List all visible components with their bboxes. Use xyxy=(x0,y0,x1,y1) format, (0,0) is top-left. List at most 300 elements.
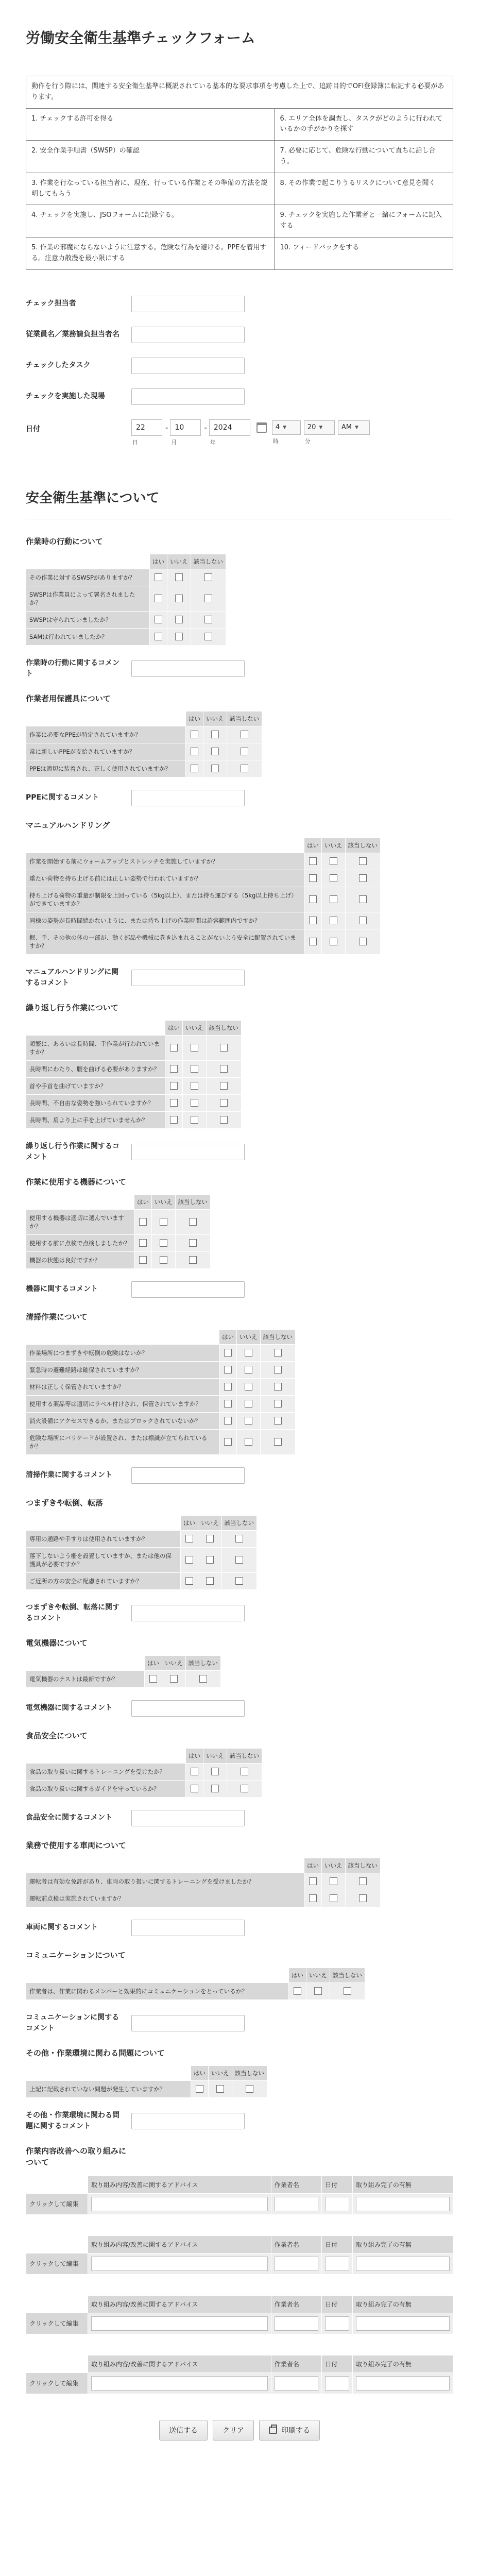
comment-input[interactable] xyxy=(131,790,245,806)
answer-cell xyxy=(152,1209,176,1234)
checkbox-na[interactable] xyxy=(359,1894,367,1902)
checkbox-no[interactable] xyxy=(206,1556,214,1564)
checkbox-yes[interactable] xyxy=(185,1556,193,1564)
matrix-corner xyxy=(26,1020,165,1035)
comment-input[interactable] xyxy=(131,1700,245,1717)
comment-input[interactable] xyxy=(131,1810,245,1826)
improvement-input[interactable] xyxy=(275,2376,318,2391)
question-matrix xyxy=(26,1655,221,1688)
answer-cell xyxy=(145,1670,162,1687)
comment-label: マニュアルハンドリングに関するコメント xyxy=(26,968,119,987)
table-row xyxy=(26,1547,257,1572)
comment-row xyxy=(26,967,453,989)
checkbox-no[interactable] xyxy=(245,1438,252,1446)
column-header: いいえ xyxy=(209,2065,232,2080)
comment-row xyxy=(26,1700,453,1717)
improvement-column-header: 作業者名 xyxy=(271,2295,321,2313)
improvement-input[interactable] xyxy=(91,2316,268,2331)
improvement-column-header: 取り組み内容/改善に関するアドバイス xyxy=(88,2355,271,2372)
answer-cell xyxy=(237,1412,261,1429)
answer-cell xyxy=(345,887,381,912)
answer-cell xyxy=(221,1530,257,1547)
checkbox-yes[interactable] xyxy=(309,1877,317,1885)
checkbox-yes[interactable] xyxy=(309,857,317,865)
improvement-input[interactable] xyxy=(91,2197,268,2211)
checkbox-yes[interactable] xyxy=(191,731,198,738)
table-row xyxy=(26,2080,267,2097)
improvement-table xyxy=(26,2235,453,2275)
improvement-input[interactable] xyxy=(325,2376,349,2391)
month-sublabel: 月 xyxy=(171,438,177,446)
checkbox-no[interactable] xyxy=(330,1877,337,1885)
table-row xyxy=(26,1378,296,1395)
improvement-input[interactable] xyxy=(356,2376,450,2391)
checkbox-na[interactable] xyxy=(235,1577,243,1585)
checkbox-na[interactable] xyxy=(359,938,367,945)
checkbox-no[interactable] xyxy=(175,595,183,602)
checkbox-na[interactable] xyxy=(220,1116,228,1124)
form-title: 労働安全衛生基準チェックフォーム xyxy=(26,29,255,46)
comment-input[interactable] xyxy=(131,1467,245,1484)
checkbox-yes[interactable] xyxy=(139,1256,147,1264)
chevron-down-icon: ▼ xyxy=(319,425,323,430)
table-row xyxy=(26,1530,257,1547)
answer-cell xyxy=(206,1094,242,1111)
comment-input[interactable] xyxy=(131,660,245,677)
location-row xyxy=(26,388,453,405)
comment-input[interactable] xyxy=(131,1920,245,1936)
checkbox-no[interactable] xyxy=(175,573,183,581)
employee-label: 従業員名／業務請負担当者名 xyxy=(26,330,119,339)
improvement-input[interactable] xyxy=(275,2316,318,2331)
checkbox-yes[interactable] xyxy=(170,1099,178,1107)
calendar-icon[interactable] xyxy=(256,422,267,433)
checkbox-yes[interactable] xyxy=(309,874,317,882)
checker-input[interactable] xyxy=(131,296,245,312)
checkbox-na[interactable] xyxy=(204,595,212,602)
comment-input[interactable] xyxy=(131,1144,245,1160)
checkbox-yes[interactable] xyxy=(139,1218,147,1226)
checkbox-na[interactable] xyxy=(241,748,248,755)
section-heading: マニュアルハンドリング xyxy=(26,820,110,830)
checkbox-na[interactable] xyxy=(246,2085,253,2093)
ampm-part xyxy=(338,419,370,435)
column-header: いいえ xyxy=(152,1194,176,1209)
checkbox-yes[interactable] xyxy=(309,895,317,903)
question-text: その作業に対するSWSPがありますか？ xyxy=(26,569,150,586)
month-part xyxy=(170,419,201,446)
checkbox-no[interactable] xyxy=(206,1577,214,1585)
checkbox-na[interactable] xyxy=(241,765,248,772)
checkbox-na[interactable] xyxy=(359,1877,367,1885)
answer-cell xyxy=(345,1873,381,1890)
matrix-corner xyxy=(26,1515,181,1530)
comment-label: 電気機器に関するコメント xyxy=(26,1704,112,1713)
step-2: 2. 安全作業手順書（SWSP）の確認 xyxy=(26,141,275,173)
checkbox-no[interactable] xyxy=(170,1675,178,1683)
matrix-corner xyxy=(26,1194,134,1209)
answer-cell xyxy=(219,1361,237,1378)
location-input[interactable] xyxy=(131,388,245,405)
checkbox-yes[interactable] xyxy=(196,2085,203,2093)
checkbox-yes[interactable] xyxy=(185,1577,193,1585)
minute-sublabel: 分 xyxy=(304,437,311,445)
improvement-column-header: 日付 xyxy=(322,2176,353,2193)
improvement-input[interactable] xyxy=(356,2257,450,2271)
comment-row xyxy=(26,790,453,806)
table-row xyxy=(26,2372,453,2394)
print-button[interactable] xyxy=(259,2420,320,2441)
table-row xyxy=(26,1670,221,1687)
question-matrix xyxy=(26,1515,257,1590)
checkbox-na[interactable] xyxy=(235,1556,243,1564)
section-heading: 食品安全について xyxy=(26,1731,88,1740)
table-row xyxy=(26,760,262,777)
table-row xyxy=(26,1111,242,1128)
column-header: 該当しない xyxy=(345,838,381,853)
checkbox-no[interactable] xyxy=(191,1065,198,1073)
checkbox-na[interactable] xyxy=(241,731,248,738)
checkbox-na[interactable] xyxy=(274,1438,282,1446)
improvement-cell xyxy=(88,2313,271,2334)
minute-select[interactable] xyxy=(304,420,335,435)
checkbox-na[interactable] xyxy=(359,917,367,924)
year-input[interactable]: 2024 xyxy=(209,419,250,436)
checkbox-yes[interactable] xyxy=(294,1987,301,1995)
question-text: 落下しないよう柵を設置していますか、または他の保護具が必要ですか？ xyxy=(26,1547,181,1572)
ampm-select[interactable] xyxy=(338,420,370,435)
checkbox-yes[interactable] xyxy=(191,1768,198,1775)
comment-label: 繰り返し行う作業に関するコメント xyxy=(26,1142,119,1161)
checkbox-no[interactable] xyxy=(175,616,183,623)
checkbox-no[interactable] xyxy=(206,1535,214,1543)
answer-cell xyxy=(134,1209,152,1234)
checkbox-yes[interactable] xyxy=(224,1366,232,1374)
improvement-cell xyxy=(322,2253,353,2274)
answer-cell xyxy=(150,611,167,628)
task-row xyxy=(26,358,453,374)
answer-cell xyxy=(191,586,226,611)
checkbox-na[interactable] xyxy=(204,616,212,623)
checkbox-na[interactable] xyxy=(241,1785,248,1792)
improvement-input[interactable] xyxy=(325,2257,349,2271)
comment-input[interactable] xyxy=(131,2015,245,2031)
checkbox-no[interactable] xyxy=(330,874,337,882)
answer-cell xyxy=(237,1395,261,1412)
answer-cell xyxy=(345,1890,381,1907)
checkbox-yes[interactable] xyxy=(185,1535,193,1543)
checkbox-yes[interactable] xyxy=(224,1400,232,1408)
checkbox-yes[interactable] xyxy=(155,573,162,581)
column-header: いいえ xyxy=(203,1748,227,1763)
improvement-cell xyxy=(322,2193,353,2214)
checkbox-no[interactable] xyxy=(160,1218,167,1226)
checkbox-na[interactable] xyxy=(274,1400,282,1408)
column-header: 該当しない xyxy=(227,1748,262,1763)
improvement-column-header: 日付 xyxy=(322,2355,353,2372)
checkbox-yes[interactable] xyxy=(155,616,162,623)
improvement-container xyxy=(26,2176,453,2394)
answer-cell xyxy=(322,929,346,954)
answer-cell xyxy=(167,628,191,645)
checkbox-na[interactable] xyxy=(189,1218,197,1226)
column-header: 該当しない xyxy=(227,711,262,726)
answer-cell xyxy=(219,1412,237,1429)
column-header: はい xyxy=(191,2065,209,2080)
checkbox-yes[interactable] xyxy=(224,1383,232,1391)
checkbox-no[interactable] xyxy=(314,1987,322,1995)
improvement-input[interactable] xyxy=(325,2197,349,2211)
question-text: 重たい荷物を持ち上げる前には正しい姿勢で行われていますか？ xyxy=(26,870,304,887)
answer-cell xyxy=(181,1530,198,1547)
checkbox-no[interactable] xyxy=(330,857,337,865)
checkbox-yes[interactable] xyxy=(191,1785,198,1792)
answer-cell xyxy=(209,2080,232,2097)
comment-input[interactable] xyxy=(131,1281,245,1298)
checkbox-na[interactable] xyxy=(220,1044,228,1052)
checkbox-no[interactable] xyxy=(211,731,219,738)
checkbox-no[interactable] xyxy=(245,1383,252,1391)
matrix-corner xyxy=(26,1748,186,1763)
answer-cell xyxy=(322,887,346,912)
checkbox-yes[interactable] xyxy=(224,1349,232,1357)
ampm-value: AM xyxy=(341,423,352,432)
improvement-cell xyxy=(88,2253,271,2274)
checkbox-yes[interactable] xyxy=(139,1239,147,1247)
checkbox-no[interactable] xyxy=(211,765,219,772)
checkbox-no[interactable] xyxy=(245,1366,252,1374)
section-heading: つまずきや転倒、転落 xyxy=(26,1498,104,1507)
button-row xyxy=(26,2420,453,2441)
answer-cell xyxy=(150,569,167,586)
comment-input[interactable] xyxy=(131,1605,245,1621)
answer-cell xyxy=(237,1361,261,1378)
table-row xyxy=(26,586,226,611)
question-text: 食品の取り扱いに関するトレーニングを受けたか？ xyxy=(26,1763,186,1780)
answer-cell xyxy=(260,1412,296,1429)
improvement-corner xyxy=(26,2176,88,2193)
answer-cell xyxy=(221,1572,257,1589)
matrix-corner xyxy=(26,838,304,853)
submit-button[interactable] xyxy=(159,2420,208,2441)
improvement-input[interactable] xyxy=(356,2197,450,2211)
hour-value: 4 xyxy=(275,423,280,432)
section-heading: 繰り返し行う作業について xyxy=(26,1003,118,1012)
comment-label: 作業時の行動に関するコメント xyxy=(26,658,119,678)
answer-cell xyxy=(165,1111,183,1128)
column-header: 該当しない xyxy=(206,1020,242,1035)
checkbox-na[interactable] xyxy=(220,1099,228,1107)
table-row xyxy=(26,2313,453,2334)
checkbox-yes[interactable] xyxy=(224,1417,232,1425)
checkbox-na[interactable] xyxy=(189,1256,197,1264)
comment-label: 清掃作業に関するコメント xyxy=(26,1471,112,1480)
improvement-corner xyxy=(26,2295,88,2313)
month-input[interactable]: 10 xyxy=(170,419,201,436)
improvement-input[interactable] xyxy=(325,2316,349,2331)
question-text: 使用する機器は適切に選んでいますか？ xyxy=(26,1209,134,1234)
improvement-cell xyxy=(271,2193,321,2214)
question-text: SWSPは守られていましたか？ xyxy=(26,611,150,628)
checkbox-no[interactable] xyxy=(330,917,337,924)
column-header: はい xyxy=(150,554,167,569)
improvement-corner xyxy=(26,2355,88,2372)
matrix-corner xyxy=(26,1329,219,1344)
checker-label: チェック担当者 xyxy=(26,299,76,308)
comment-row xyxy=(26,2012,453,2034)
checkbox-no[interactable] xyxy=(160,1239,167,1247)
answer-cell xyxy=(206,1035,242,1060)
table-row xyxy=(26,1890,381,1907)
checkbox-no[interactable] xyxy=(245,1400,252,1408)
checkbox-na[interactable] xyxy=(359,874,367,882)
improvement-input[interactable] xyxy=(275,2197,318,2211)
question-matrix xyxy=(26,2065,267,2098)
checkbox-na[interactable] xyxy=(274,1383,282,1391)
checkbox-yes[interactable] xyxy=(309,917,317,924)
table-row xyxy=(26,1982,365,1999)
checkbox-no[interactable] xyxy=(160,1256,167,1264)
answer-cell xyxy=(167,586,191,611)
improvement-row-label: クリックして編集 xyxy=(26,2193,88,2214)
checkbox-na[interactable] xyxy=(220,1065,228,1073)
table-row xyxy=(26,1780,262,1797)
improvement-column-header: 取り組み完了の有無 xyxy=(352,2295,453,2313)
answer-cell xyxy=(260,1361,296,1378)
matrix-corner xyxy=(26,711,186,726)
checkbox-na[interactable] xyxy=(235,1535,243,1543)
answer-cell xyxy=(330,1982,365,1999)
answer-cell xyxy=(165,1077,183,1094)
checkbox-yes[interactable] xyxy=(149,1675,157,1683)
matrix-corner xyxy=(26,1968,289,1982)
comment-label: PPEに関するコメント xyxy=(26,793,99,802)
answer-cell xyxy=(191,569,226,586)
checkbox-no[interactable] xyxy=(245,1349,252,1357)
answer-cell xyxy=(306,1982,330,1999)
improvement-column-header: 日付 xyxy=(322,2295,353,2313)
checkbox-yes[interactable] xyxy=(170,1065,178,1073)
checkbox-na[interactable] xyxy=(189,1239,197,1247)
answer-cell xyxy=(227,1763,262,1780)
answer-cell xyxy=(232,2080,267,2097)
comment-row xyxy=(26,1141,453,1163)
checkbox-yes[interactable] xyxy=(170,1116,178,1124)
checkbox-yes[interactable] xyxy=(309,1894,317,1902)
answer-cell xyxy=(162,1670,186,1687)
comment-input[interactable] xyxy=(131,2113,245,2129)
checkbox-yes[interactable] xyxy=(191,765,198,772)
checkbox-na[interactable] xyxy=(274,1417,282,1425)
employee-input[interactable] xyxy=(131,327,245,343)
question-text: 危険な場所にバリケードが設置され、または標識が立てられているか？ xyxy=(26,1429,219,1454)
checkbox-yes[interactable] xyxy=(155,633,162,640)
checkbox-na[interactable] xyxy=(241,1768,248,1775)
question-text: 消火設備にアクセスできるか、またはブロックされていないか？ xyxy=(26,1412,219,1429)
column-header: いいえ xyxy=(183,1020,207,1035)
date-separator: - xyxy=(165,422,168,432)
checkbox-yes[interactable] xyxy=(224,1438,232,1446)
checkbox-yes[interactable] xyxy=(309,938,317,945)
answer-cell xyxy=(260,1378,296,1395)
checkbox-no[interactable] xyxy=(211,1785,219,1792)
table-row xyxy=(26,1060,242,1077)
checkbox-no[interactable] xyxy=(191,1082,198,1090)
checkbox-no[interactable] xyxy=(191,1099,198,1107)
checkbox-no[interactable] xyxy=(191,1044,198,1052)
clear-label: クリア xyxy=(223,2426,244,2435)
answer-cell xyxy=(322,1873,346,1890)
section-heading: コミュニケーションについて xyxy=(26,1950,126,1960)
checkbox-no[interactable] xyxy=(330,895,337,903)
answer-cell xyxy=(165,1094,183,1111)
checkbox-yes[interactable] xyxy=(170,1082,178,1090)
column-header: はい xyxy=(304,1858,322,1873)
checkbox-no[interactable] xyxy=(211,1768,219,1775)
comment-row xyxy=(26,1602,453,1624)
column-header: いいえ xyxy=(162,1655,186,1670)
checkbox-na[interactable] xyxy=(344,1987,351,1995)
checkbox-na[interactable] xyxy=(220,1082,228,1090)
answer-cell xyxy=(206,1077,242,1094)
table-row xyxy=(26,1077,242,1094)
improvement-input[interactable] xyxy=(91,2257,268,2271)
question-text: 首や手首を曲げていますか？ xyxy=(26,1077,165,1094)
day-input[interactable]: 22 xyxy=(131,419,162,436)
improvement-input[interactable] xyxy=(356,2316,450,2331)
checkbox-na[interactable] xyxy=(359,857,367,865)
clear-button[interactable] xyxy=(213,2420,254,2441)
improvement-input[interactable] xyxy=(91,2376,268,2391)
column-header: いいえ xyxy=(237,1329,261,1344)
question-matrix xyxy=(26,838,381,955)
checkbox-no[interactable] xyxy=(330,1894,337,1902)
checkbox-na[interactable] xyxy=(359,895,367,903)
checkbox-no[interactable] xyxy=(330,938,337,945)
checkbox-yes[interactable] xyxy=(170,1044,178,1052)
checkbox-no[interactable] xyxy=(191,1116,198,1124)
checkbox-na[interactable] xyxy=(204,573,212,581)
improvement-column-header: 作業者名 xyxy=(271,2176,321,2193)
year-sublabel: 年 xyxy=(210,438,216,446)
answer-cell xyxy=(219,1395,237,1412)
checkbox-yes[interactable] xyxy=(155,595,162,602)
improvement-cell xyxy=(352,2253,453,2274)
checkbox-na[interactable] xyxy=(274,1366,282,1374)
checkbox-no[interactable] xyxy=(216,2085,224,2093)
column-header: 該当しない xyxy=(191,554,226,569)
checkbox-no[interactable] xyxy=(211,748,219,755)
checkbox-na[interactable] xyxy=(274,1349,282,1357)
hour-select[interactable] xyxy=(272,420,301,435)
checkbox-no[interactable] xyxy=(175,633,183,640)
question-text: ご近所の方の安全に配慮されていますか？ xyxy=(26,1572,181,1589)
checkbox-na[interactable] xyxy=(204,633,212,640)
checkbox-yes[interactable] xyxy=(191,748,198,755)
table-row xyxy=(26,569,226,586)
checkbox-na[interactable] xyxy=(199,1675,207,1683)
answer-cell xyxy=(203,1780,227,1797)
answer-cell xyxy=(175,1234,211,1251)
table-row xyxy=(26,2193,453,2214)
column-header: 該当しない xyxy=(185,1655,221,1670)
checkbox-no[interactable] xyxy=(245,1417,252,1425)
comment-input[interactable] xyxy=(131,970,245,986)
improvement-cell xyxy=(322,2313,353,2334)
task-input[interactable] xyxy=(131,358,245,374)
improvement-input[interactable] xyxy=(275,2257,318,2271)
date-separator: - xyxy=(204,422,207,432)
